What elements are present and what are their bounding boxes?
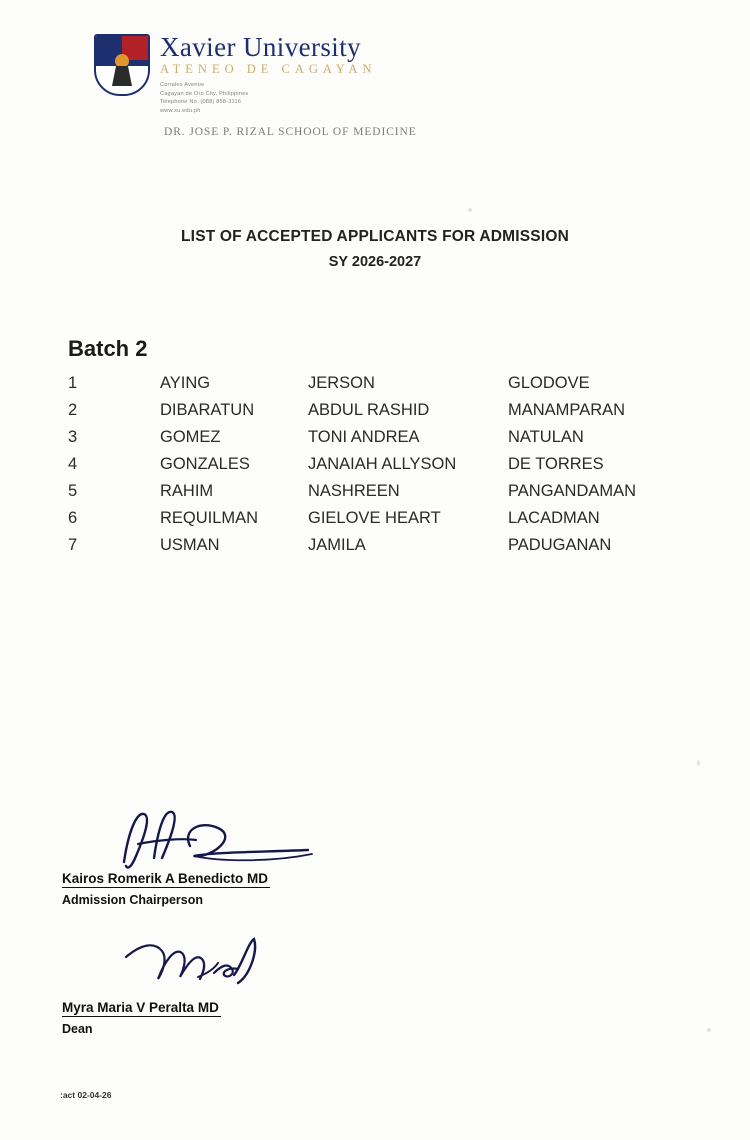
row-number: 1 [68,374,78,392]
last-name: REQUILMAN [160,509,259,527]
address-line: www.xu.edu.ph [160,107,201,114]
first-name: JERSON [308,374,375,392]
last-name: USMAN [160,536,220,554]
first-name: TONI ANDREA [308,428,420,446]
scan-speck [707,1028,711,1032]
last-name: RAHIM [160,482,214,500]
first-name: JANAIAH ALLYSON [308,455,457,473]
address-line: Cagayan de Oro City, Philippines [160,90,249,97]
first-name: JAMILA [308,536,366,554]
first-name: GIELOVE HEART [308,509,441,527]
middle-name: DE TORRES [508,455,604,473]
list-item [68,455,688,482]
row-number: 7 [68,536,78,554]
university-address [160,81,376,116]
list-item [68,536,688,563]
last-name: GOMEZ [160,428,221,446]
middle-name: PADUGANAN [508,536,612,554]
page-subtitle: SY 2026-2027 [328,254,422,270]
middle-name: NATULAN [508,428,584,446]
last-name: GONZALES [160,455,250,473]
row-number: 2 [68,401,78,419]
first-name: ABDUL RASHID [308,401,430,419]
signature-block [62,800,482,1036]
handwritten-signature-icon [62,929,482,999]
last-name: AYING [160,374,211,392]
list-item [68,428,688,455]
middle-name: MANAMPARAN [508,401,626,419]
signatory-role: Admission Chairperson [62,893,203,907]
middle-name: PANGANDAMAN [508,482,637,500]
address-line: Corrales Avenue [160,82,205,88]
list-item [68,509,688,536]
row-number: 4 [68,455,78,473]
signatory-name: Kairos Romerik A Benedicto MD [62,871,269,886]
document-title-block [0,228,750,270]
university-subtitle: ATENEO DE CAGAYAN [160,62,377,76]
page-title: LIST OF ACCEPTED APPLICANTS FOR ADMISSION [181,228,569,245]
scan-speck [697,760,700,766]
university-name: Xavier University [160,32,361,62]
row-number: 5 [68,482,78,500]
letterhead [92,32,532,138]
accepted-applicants-list [68,374,688,563]
university-crest-icon [92,32,148,98]
school-name: DR. JOSE P. RIZAL SCHOOL OF MEDICINE [164,125,417,138]
row-number: 3 [68,428,78,446]
middle-name: LACADMAN [508,509,600,527]
row-number: 6 [68,509,78,527]
signatory-role: Dean [62,1022,93,1036]
batch-heading: Batch 2 [68,336,148,361]
address-line: Telephone No. (088) 858-3116 [160,99,242,106]
middle-name: GLODOVE [508,374,590,392]
signatory-name: Myra Maria V Peralta MD [62,1000,219,1015]
first-name: NASHREEN [308,482,400,500]
document-footnote: :act 02-04-26 [60,1090,112,1100]
signature-dean [62,929,482,1036]
list-item [68,374,688,401]
list-item [68,401,688,428]
list-item [68,482,688,509]
last-name: DIBARATUN [160,401,255,419]
scan-speck [468,208,472,212]
signature-chairperson [62,800,482,907]
handwritten-signature-icon [62,800,482,870]
